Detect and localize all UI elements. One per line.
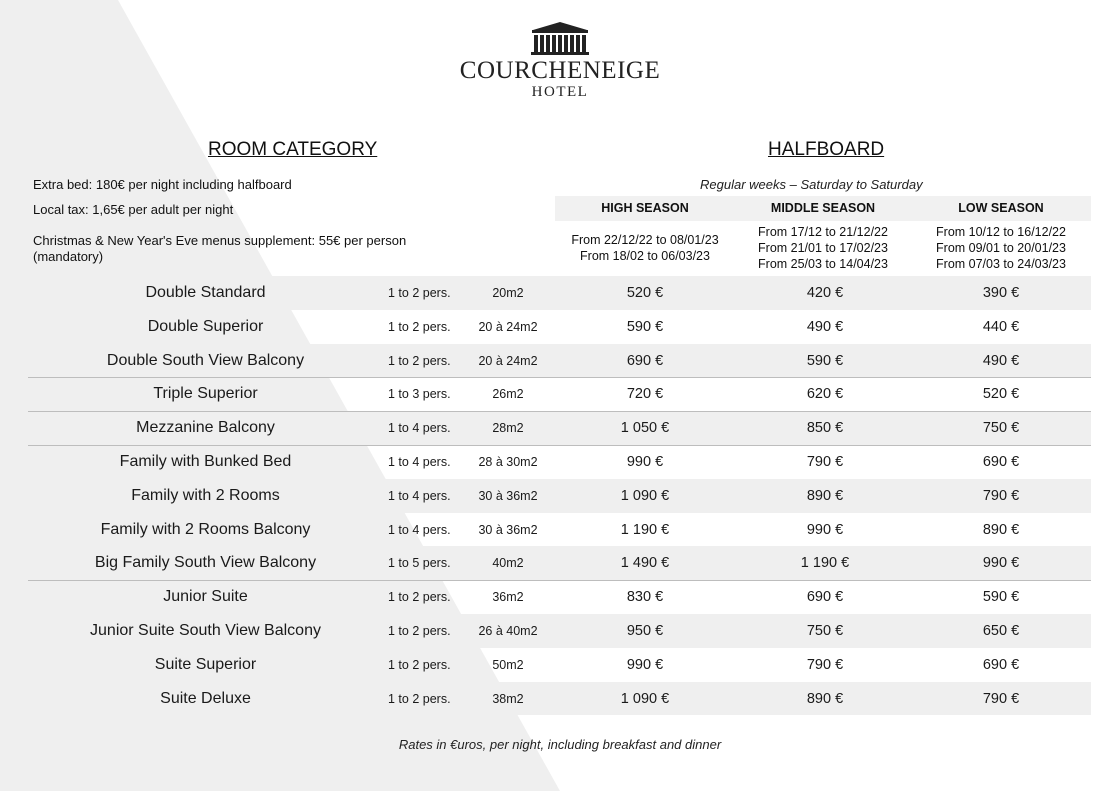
room-size: 26 à 40m2 xyxy=(478,623,538,638)
price-middle: 620 € xyxy=(806,386,844,403)
price-high: 1 090 € xyxy=(620,487,670,504)
room-size: 20m2 xyxy=(492,286,524,300)
season-header-low: LOW SEASON xyxy=(911,196,1091,221)
date-range: From 07/03 to 24/03/23 xyxy=(936,257,1066,271)
price-low: 490 € xyxy=(982,352,1020,369)
season-header-high: HIGH SEASON xyxy=(555,196,735,221)
hotel-building-icon xyxy=(529,22,591,56)
price-middle: 420 € xyxy=(806,285,844,301)
season-dates-middle xyxy=(735,224,911,272)
table-row xyxy=(28,445,1091,479)
room-capacity: 1 to 5 pers. xyxy=(388,556,451,571)
price-high: 990 € xyxy=(626,656,664,673)
price-low: 790 € xyxy=(982,690,1020,707)
hotel-subtitle: HOTEL xyxy=(531,84,589,100)
date-range: From 10/12 to 16/12/22 xyxy=(936,225,1066,239)
table-row xyxy=(28,377,1091,411)
rates-footnote: Rates in €uros, per night, including breakfast and dinner xyxy=(398,737,722,752)
table-row xyxy=(28,513,1091,547)
price-low: 650 € xyxy=(982,622,1020,639)
room-name: Mezzanine Balcony xyxy=(136,419,275,437)
room-name: Double Standard xyxy=(145,284,266,301)
room-name: Suite Superior xyxy=(154,655,257,673)
room-size: 40m2 xyxy=(492,556,524,571)
room-name: Big Family South View Balcony xyxy=(94,554,317,572)
price-high: 690 € xyxy=(626,352,664,369)
halfboard-heading: HALFBOARD xyxy=(768,139,885,160)
date-range: From 18/02 to 06/03/23 xyxy=(580,249,710,263)
date-range: From 25/03 to 14/04/23 xyxy=(758,257,888,271)
room-capacity: 1 to 4 pers. xyxy=(388,454,451,469)
price-low: 440 € xyxy=(982,318,1020,335)
room-name: Family with Bunked Bed xyxy=(119,452,292,470)
price-low: 590 € xyxy=(982,589,1020,606)
room-category-heading: ROOM CATEGORY xyxy=(208,139,378,160)
price-low: 990 € xyxy=(982,555,1020,572)
room-size: 36m2 xyxy=(492,590,524,605)
date-range: From 17/12 to 21/12/22 xyxy=(758,225,888,239)
local-tax-note: Local tax: 1,65€ per adult per night xyxy=(33,202,234,217)
price-high: 720 € xyxy=(626,386,664,403)
room-size: 30 à 36m2 xyxy=(478,488,538,503)
room-capacity: 1 to 2 pers. xyxy=(388,286,451,300)
season-dates-low xyxy=(911,224,1091,272)
price-high: 1 090 € xyxy=(620,690,670,707)
price-middle: 850 € xyxy=(806,420,844,437)
room-name: Suite Deluxe xyxy=(160,689,251,707)
season-header-middle: MIDDLE SEASON xyxy=(735,196,911,221)
room-capacity: 1 to 4 pers. xyxy=(388,522,451,537)
price-high: 830 € xyxy=(626,589,664,606)
room-capacity: 1 to 4 pers. xyxy=(388,488,451,503)
room-size: 28 à 30m2 xyxy=(478,454,538,469)
price-middle: 750 € xyxy=(806,622,844,639)
table-row xyxy=(28,479,1091,513)
date-range: From 21/01 to 17/02/23 xyxy=(758,241,888,255)
price-high: 1 050 € xyxy=(620,420,670,437)
hotel-name: COURCHENEIGE xyxy=(459,57,661,84)
room-size: 38m2 xyxy=(492,691,524,706)
price-middle: 890 € xyxy=(806,487,844,504)
table-row xyxy=(28,546,1091,580)
table-row xyxy=(28,411,1091,445)
regular-weeks-note: Regular weeks – Saturday to Saturday xyxy=(700,177,923,192)
room-capacity: 1 to 3 pers. xyxy=(388,387,451,402)
price-low: 790 € xyxy=(982,487,1020,504)
price-high: 520 € xyxy=(626,285,664,301)
table-row xyxy=(28,310,1091,344)
room-capacity: 1 to 2 pers. xyxy=(388,590,451,605)
table-row xyxy=(28,614,1091,648)
room-size: 30 à 36m2 xyxy=(478,522,538,537)
rates-table xyxy=(28,276,1091,715)
price-middle: 790 € xyxy=(806,453,844,470)
room-name: Double South View Balcony xyxy=(106,351,305,369)
extra-bed-note: Extra bed: 180€ per night including halfboard xyxy=(33,177,292,192)
price-middle: 490 € xyxy=(806,318,844,335)
room-capacity: 1 to 4 pers. xyxy=(388,421,451,436)
price-middle: 1 190 € xyxy=(800,555,850,572)
price-middle: 890 € xyxy=(806,690,844,707)
price-high: 950 € xyxy=(626,622,664,639)
table-row xyxy=(28,344,1091,378)
room-size: 50m2 xyxy=(492,657,524,672)
price-high: 1 190 € xyxy=(620,521,670,538)
price-low: 890 € xyxy=(982,521,1020,538)
room-size: 28m2 xyxy=(492,421,524,436)
table-row xyxy=(28,580,1091,614)
room-capacity: 1 to 2 pers. xyxy=(388,691,451,706)
date-range: From 09/01 to 20/01/23 xyxy=(936,241,1066,255)
supplement-note-line1: Christmas & New Year's Eve menus supplement: 55€ per person xyxy=(33,233,407,248)
room-capacity: 1 to 2 pers. xyxy=(388,623,451,638)
room-capacity: 1 to 2 pers. xyxy=(388,353,451,368)
price-middle: 590 € xyxy=(806,352,844,369)
supplement-note-line2: (mandatory) xyxy=(33,249,104,264)
price-low: 390 € xyxy=(982,285,1020,301)
price-middle: 990 € xyxy=(806,521,844,538)
price-middle: 690 € xyxy=(806,589,844,606)
price-low: 690 € xyxy=(982,453,1020,470)
table-row xyxy=(28,682,1091,716)
table-row xyxy=(28,648,1091,682)
price-low: 750 € xyxy=(982,420,1020,437)
hotel-logo xyxy=(440,22,680,100)
room-name: Double Superior xyxy=(147,317,264,335)
room-capacity: 1 to 2 pers. xyxy=(388,319,451,334)
price-low: 690 € xyxy=(982,656,1020,673)
room-name: Junior Suite South View Balcony xyxy=(90,621,321,639)
table-row xyxy=(28,276,1091,310)
room-name: Triple Superior xyxy=(153,385,258,403)
price-high: 1 490 € xyxy=(620,555,670,572)
season-dates-high xyxy=(555,232,735,264)
price-low: 520 € xyxy=(982,386,1020,403)
room-name: Family with 2 Rooms xyxy=(131,486,280,504)
room-size: 20 à 24m2 xyxy=(478,353,538,368)
room-name: Junior Suite xyxy=(163,588,248,606)
room-name: Family with 2 Rooms Balcony xyxy=(100,520,311,538)
price-high: 990 € xyxy=(626,453,664,470)
price-high: 590 € xyxy=(626,318,664,335)
price-middle: 790 € xyxy=(806,656,844,673)
room-size: 26m2 xyxy=(492,387,524,402)
room-capacity: 1 to 2 pers. xyxy=(388,657,451,672)
date-range: From 22/12/22 to 08/01/23 xyxy=(571,233,719,247)
room-size: 20 à 24m2 xyxy=(478,319,538,334)
